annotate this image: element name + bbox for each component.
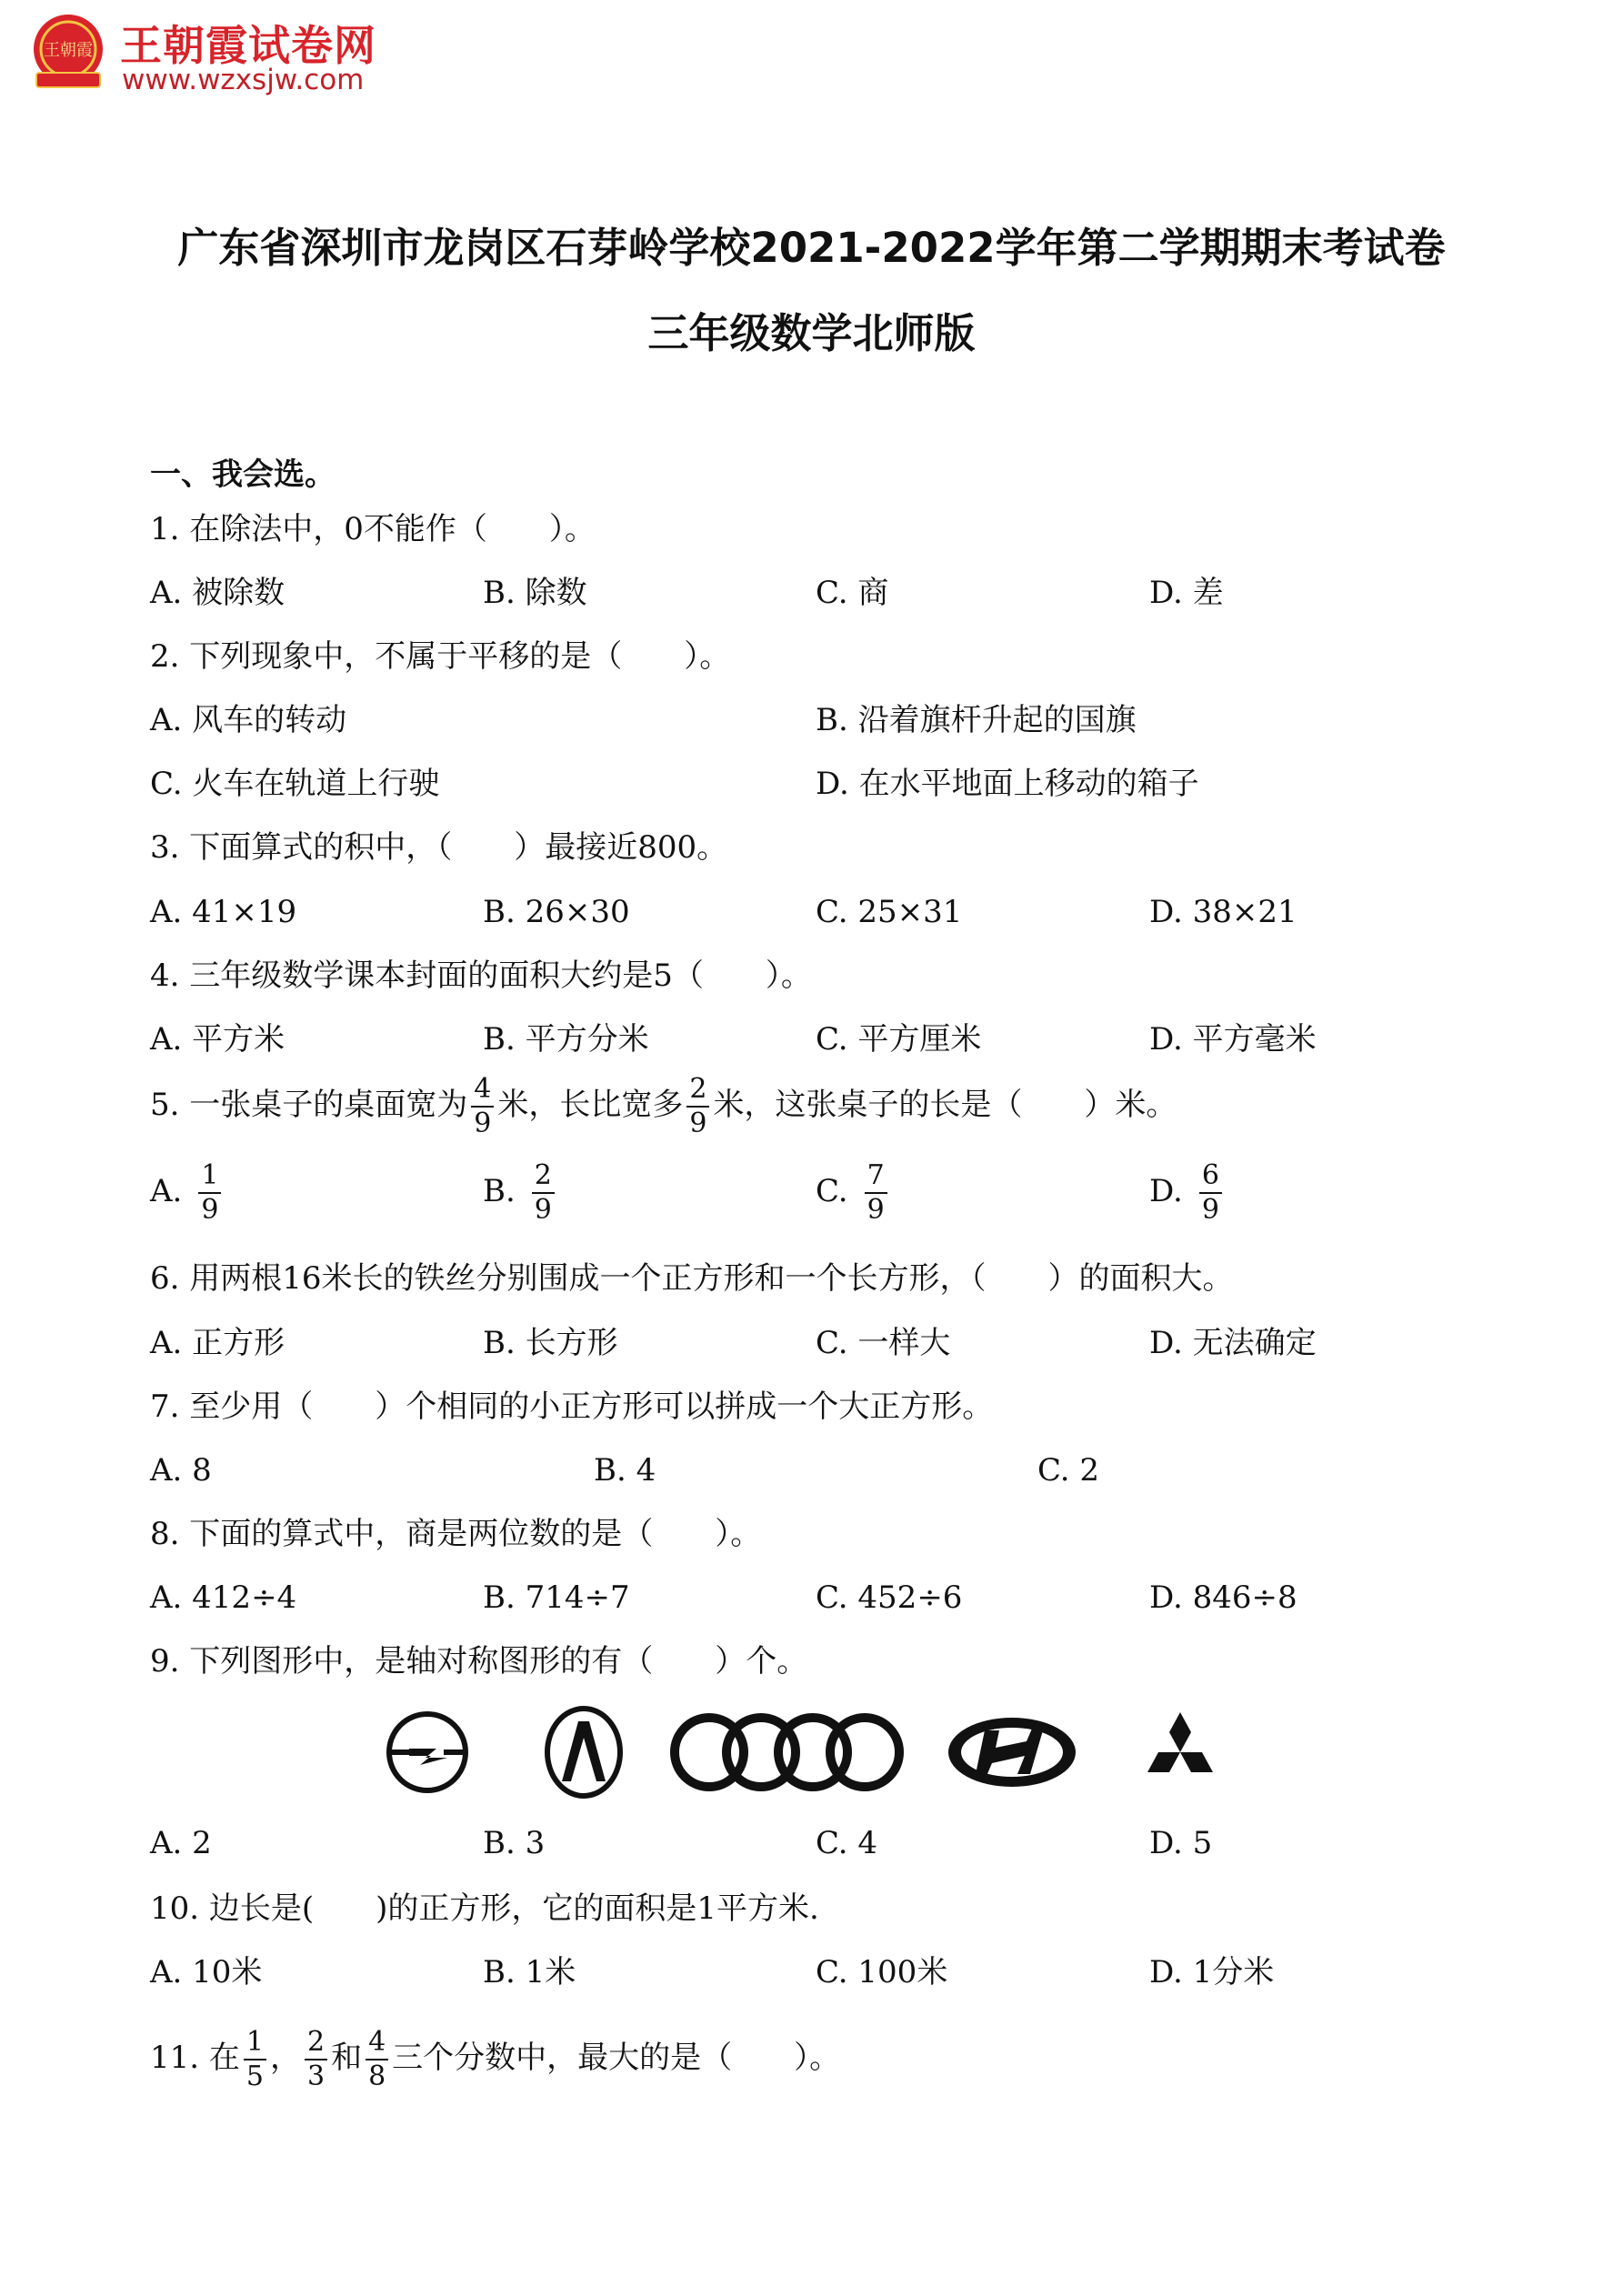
fraction-four-eighths: $\frac{4}{8}$ (366, 2029, 388, 2090)
question-9-option-c: C. 4 (816, 1825, 878, 1861)
hyundai-logo-icon (948, 1718, 1076, 1787)
page-title: 广东省深圳市龙岗区石芽岭学校2021-2022学年第二学期期末考试卷 (177, 224, 1446, 272)
question-6-option-b: B. 长方形 (483, 1325, 618, 1361)
question-7-option-b: B. 4 (594, 1452, 656, 1489)
question-4-option-a: A. 平方米 (150, 1021, 286, 1058)
question-1-option-a: A. 被除数 (150, 575, 286, 611)
fraction-two-ninths: $\frac{2}{9}$ (686, 1076, 709, 1138)
question-1-option-d: D. 差 (1149, 575, 1224, 611)
question-9-option-d: D. 5 (1149, 1825, 1213, 1861)
question-10-stem: 10. 边长是( )的正方形，它的面积是1平方米. (150, 1890, 819, 1927)
badge-text: 王朝霞 (44, 41, 93, 60)
question-6-option-a: A. 正方形 (150, 1325, 286, 1361)
question-9-stem: 9. 下列图形中，是轴对称图形的有（ ）个。 (150, 1643, 808, 1679)
question-2-stem: 2. 下列现象中，不属于平移的是（ ）。 (150, 638, 731, 675)
question-7-option-a: A. 8 (150, 1452, 212, 1489)
question-11-stem-part-1: 11. 在 (150, 2040, 240, 2076)
question-5-stem-part-2: 米，长比宽多 (497, 1087, 684, 1123)
question-4-stem: 4. 三年级数学课本封面的面积大约是5（ ）。 (150, 958, 812, 994)
question-11-stem-part-2: ， (269, 2040, 301, 2076)
acura-logo-icon (547, 1709, 620, 1796)
fraction-four-ninths: $\frac{4}{9}$ (471, 1076, 494, 1138)
question-2-option-c: C. 火车在轨道上行驶 (150, 766, 440, 802)
question-5-stem-part-3: 米，这张桌子的长是（ ）米。 (713, 1087, 1177, 1123)
question-5-option-d: D. $\frac{6}{9}$ (1149, 1159, 1226, 1224)
question-9-option-b: B. 3 (483, 1825, 546, 1861)
page-subtitle: 三年级数学北师版 (647, 309, 976, 357)
question-3-option-c: C. 25×31 (816, 894, 963, 930)
opel-logo-icon (387, 1714, 467, 1790)
question-6-option-c: C. 一样大 (816, 1325, 951, 1361)
question-9-option-a: A. 2 (150, 1825, 212, 1861)
fraction-two-thirds: $\frac{2}{3}$ (305, 2029, 327, 2090)
question-3-stem: 3. 下面算式的积中，（ ）最接近800。 (150, 829, 728, 866)
audi-rings-icon (675, 1718, 899, 1787)
question-8-option-d: D. 846÷8 (1149, 1579, 1297, 1616)
question-3-option-a: A. 41×19 (150, 894, 297, 930)
question-1-option-c: C. 商 (816, 575, 889, 611)
question-4-option-c: C. 平方厘米 (816, 1021, 982, 1058)
question-11-stem-part-3: 和 (331, 2040, 363, 2076)
question-8-option-c: C. 452÷6 (816, 1579, 963, 1616)
question-1-option-b: B. 除数 (483, 575, 587, 611)
question-4-option-b: B. 平方分米 (483, 1021, 649, 1058)
question-4-option-d: D. 平方毫米 (1149, 1021, 1317, 1058)
question-3-option-d: D. 38×21 (1149, 894, 1297, 930)
question-10-option-d: D. 1分米 (1149, 1954, 1275, 1990)
question-2-option-d: D. 在水平地面上移动的箱子 (816, 766, 1199, 802)
question-5-option-c: C. $\frac{7}{9}$ (816, 1159, 891, 1224)
question-1-stem: 1. 在除法中，0不能作（ ）。 (150, 511, 596, 547)
site-logo-badge-icon (27, 11, 109, 93)
question-7-stem: 7. 至少用（ ）个相同的小正方形可以拼成一个大正方形。 (150, 1389, 994, 1425)
car-logos-figure (373, 1702, 1237, 1802)
question-11-stem (150, 2026, 840, 2090)
mitsubishi-logo-icon (1147, 1712, 1213, 1772)
question-10-option-b: B. 1米 (483, 1954, 576, 1990)
question-3-option-b: B. 26×30 (483, 894, 630, 930)
question-10-option-a: A. 10米 (150, 1954, 263, 1990)
question-7-option-c: C. 2 (1037, 1452, 1100, 1489)
site-url[interactable]: www.wzxsjw.com (122, 64, 365, 96)
question-8-option-b: B. 714÷7 (483, 1579, 630, 1616)
question-5-option-a: A. $\frac{1}{9}$ (150, 1159, 225, 1224)
question-8-stem: 8. 下面的算式中，商是两位数的是（ ）。 (150, 1516, 762, 1552)
question-6-stem: 6. 用两根16米长的铁丝分别围成一个正方形和一个长方形，（ ）的面积大。 (150, 1260, 1234, 1297)
question-2-option-b: B. 沿着旗杆升起的国旗 (816, 702, 1137, 738)
section-heading: 一、我会选。 (150, 456, 336, 493)
question-10-option-c: C. 100米 (816, 1954, 948, 1990)
question-5-stem-part-1: 5. 一张桌子的桌面宽为 (150, 1087, 468, 1123)
question-6-option-d: D. 无法确定 (1149, 1325, 1317, 1361)
fraction-one-fifth: $\frac{1}{5}$ (244, 2029, 266, 2090)
question-2-option-a: A. 风车的转动 (150, 702, 347, 738)
question-5-stem (150, 1073, 1177, 1138)
question-8-option-a: A. 412÷4 (150, 1579, 297, 1616)
question-11-stem-part-4: 三个分数中，最大的是（ ）。 (392, 2040, 841, 2076)
question-5-option-b: B. $\frac{2}{9}$ (483, 1159, 558, 1224)
site-name: 王朝霞试卷网 (120, 21, 376, 70)
